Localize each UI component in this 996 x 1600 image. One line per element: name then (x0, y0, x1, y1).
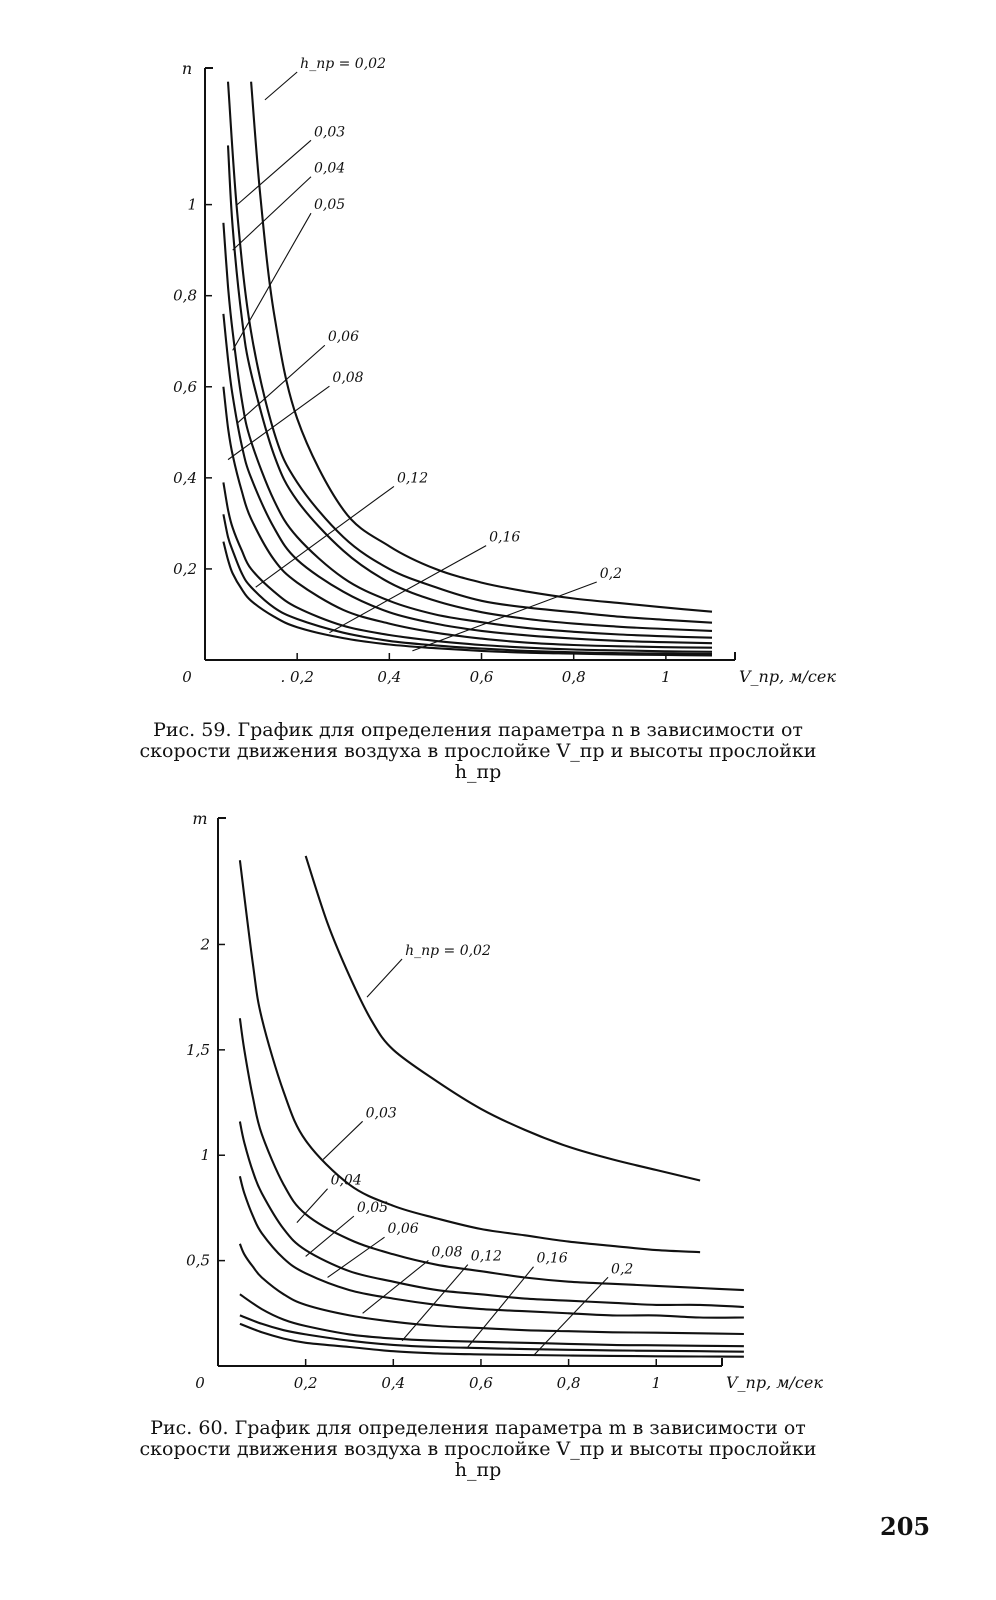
x-tick-label: 0,8 (556, 1374, 581, 1392)
curve-label: h_пр = 0,02 (300, 56, 386, 72)
series-line (306, 856, 700, 1181)
x-tick-label: 0,4 (381, 1374, 406, 1392)
curve-label-leader (237, 140, 311, 204)
x-tick-label: 0,2 (293, 1374, 318, 1392)
curve-label: 0,16 (536, 1250, 568, 1267)
curve-label: 0,06 (387, 1221, 419, 1238)
curve-label: h_пр = 0,02 (405, 943, 491, 959)
curve-label: 0,03 (365, 1105, 397, 1122)
curve-label: 0,12 (470, 1248, 502, 1265)
series-line (240, 1176, 744, 1317)
series-line (223, 314, 712, 643)
y-axis-label: n (181, 59, 193, 78)
x-tick-label: 1 (651, 1374, 662, 1392)
curve-label: 0,16 (489, 529, 521, 546)
y-tick-label: 1 (187, 195, 197, 214)
y-tick-label: 0,8 (173, 286, 197, 305)
curve-label: 0,12 (396, 470, 429, 487)
curve-label-leader (297, 1189, 328, 1223)
curve-label: 0,08 (332, 370, 364, 387)
curve-label-leader (402, 1265, 468, 1341)
curve-label: 0,2 (611, 1261, 634, 1278)
curve-label-leader (367, 959, 402, 997)
y-tick-label: 1,5 (186, 1040, 210, 1059)
curve-label: 0,05 (356, 1200, 389, 1217)
y-tick-label: 0,4 (173, 468, 197, 487)
figure-59-plot (0, 0, 996, 710)
x-tick-label: 0,6 (469, 668, 494, 686)
curve-label-leader (468, 1267, 534, 1347)
y-tick-label: 0,6 (173, 377, 197, 396)
x-tick-label: . 0,2 (280, 668, 314, 686)
curve-label-leader (306, 1216, 354, 1256)
x-tick-label: 0,6 (469, 1374, 493, 1392)
x-tick-label: 1 (661, 668, 671, 686)
curve-label: 0,2 (599, 566, 623, 583)
figure-60-chart (0, 800, 996, 1420)
x-tick-label: 0 (182, 668, 192, 686)
curve-label: 0,08 (431, 1244, 463, 1261)
figure-59-chart (0, 0, 996, 710)
curve-label: 0,04 (330, 1172, 362, 1189)
series-line (240, 1122, 744, 1308)
x-tick-label: 0,8 (561, 668, 586, 686)
curve-label-leader (265, 72, 297, 100)
x-axis-label: V_пр, м/сек (739, 667, 836, 686)
y-tick-label: 0,2 (173, 559, 197, 578)
series-line (240, 1294, 744, 1346)
x-axis-label: V_пр, м/сек (726, 1373, 823, 1392)
y-tick-label: 2 (200, 935, 210, 954)
series-line (240, 860, 700, 1252)
y-axis-label: m (192, 809, 208, 828)
curve-label: 0,04 (314, 160, 346, 177)
page-number: 205 (880, 1512, 931, 1541)
figure-60-caption: Рис. 60. График для определения параметра m в зависимости от скорости движения воздуха в прослойке V_пр и высоты прослойки h_пр (139, 1417, 817, 1481)
curve-label: 0,03 (314, 124, 346, 141)
figure-60-plot (0, 800, 996, 1420)
x-tick-label: 0 (195, 1374, 205, 1392)
series-line (223, 223, 712, 638)
curve-label-leader (323, 1121, 362, 1159)
series-line (228, 145, 712, 631)
curve-label: 0,06 (327, 329, 359, 346)
y-tick-label: 0,5 (186, 1251, 210, 1270)
curve-label-leader (233, 177, 311, 250)
curve-label: 0,05 (314, 197, 346, 214)
y-tick-label: 1 (200, 1146, 210, 1165)
figure-59-caption: Рис. 59. График для определения параметра n в зависимости от скорости движения воздуха в прослойке V_пр и высоты прослойки h_пр (139, 719, 817, 783)
x-tick-label: 0,4 (377, 668, 402, 686)
